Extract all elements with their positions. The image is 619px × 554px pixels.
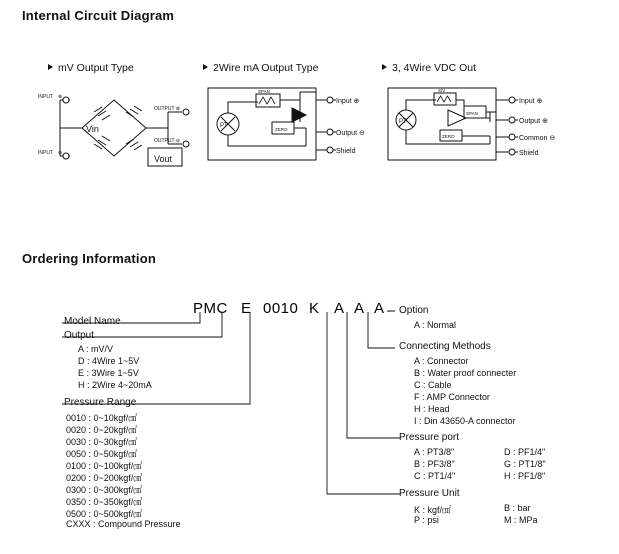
group-title-pressure-unit: Pressure Unit — [399, 488, 460, 499]
label-shield: Shield — [519, 150, 539, 157]
pressure-range-option-cxxx: CXXX : Compound Pressure — [66, 519, 181, 529]
label-output: Output ⊕ — [519, 118, 548, 125]
pressure-port-option-g: G : PT1/8" — [504, 459, 546, 469]
pressure-range-option-0010: 0010 : 0~10kgf/㎠ — [66, 413, 138, 423]
page-title-ordering-information: Ordering Information — [22, 251, 156, 266]
label-zero: ZERO — [275, 127, 288, 132]
connecting-option-f: F : AMP Connector — [414, 392, 490, 402]
connecting-option-h: H : Head — [414, 404, 450, 414]
code-pressure-port: A — [334, 300, 345, 317]
connecting-option-b: B : Water proof connecter — [414, 368, 517, 378]
pressure-range-option-0030: 0030 : 0~30kgf/㎠ — [66, 437, 138, 447]
pressure-unit-option-k: K : kgf/㎠ — [414, 505, 452, 515]
code-option: A — [374, 300, 385, 317]
pressure-port-option-c: C : PT1/4" — [414, 471, 456, 481]
code-pressure-unit: K — [309, 300, 320, 317]
label-vin: Vin — [86, 124, 99, 134]
label-pt: PT — [220, 123, 228, 129]
svg-text:⊖: ⊖ — [58, 150, 63, 156]
pressure-range-option-0100: 0100 : 0~100kgf/㎠ — [66, 461, 143, 471]
output-option-d: D : 4Wire 1~5V — [78, 356, 140, 366]
option-normal: A : Normal — [414, 320, 457, 330]
pressure-range-option-0200: 0200 : 0~200kgf/㎠ — [66, 473, 143, 483]
pressure-range-option-0020: 0020 : 0~20kgf/㎠ — [66, 425, 138, 435]
label-zero: ZERO — [442, 134, 455, 139]
group-title-option: Option — [399, 305, 429, 316]
pressure-unit-option-m: M : MPa — [504, 515, 538, 525]
label-input-plus: INPUT — [38, 94, 53, 100]
pressure-port-option-h: H : PF1/8" — [504, 471, 546, 481]
group-title-output: Output — [64, 330, 95, 341]
circuit-heading-label: mV Output Type — [58, 62, 134, 74]
code-pressure-range: 0010 — [263, 300, 299, 317]
label-input: Input ⊕ — [336, 98, 360, 105]
connecting-option-a: A : Connector — [414, 356, 469, 366]
output-option-h: H : 2Wire 4~20mA — [78, 380, 152, 390]
code-output: E — [241, 300, 252, 317]
label-output: Output ⊖ — [336, 130, 365, 137]
pressure-port-option-a: A : PT3/8" — [414, 447, 455, 457]
label-input-minus: INPUT — [38, 150, 53, 156]
circuit-heading-label: 3, 4Wire VDC Out — [392, 62, 477, 74]
label-span: SPAN — [466, 111, 478, 116]
label-span-top: S/V — [438, 88, 446, 93]
page-title-circuit-diagram: Internal Circuit Diagram — [22, 8, 175, 23]
pressure-port-option-b: B : PF3/8" — [414, 459, 455, 469]
code-connecting-method: A — [354, 300, 365, 317]
connecting-option-i: I : Din 43650-A connector — [414, 416, 516, 426]
circuit-heading-label: 2Wire mA Output Type — [213, 62, 319, 74]
code-model-name: PMC — [193, 300, 228, 317]
output-option-a: A : mV/V — [78, 344, 114, 354]
pressure-port-option-d: D : PF1/4" — [504, 447, 546, 457]
pressure-range-option-0300: 0300 : 0~300kgf/㎠ — [66, 485, 143, 495]
group-title-pressure-range: Pressure Range — [64, 397, 137, 408]
label-output-plus: OUTPUT ⊕ — [154, 106, 181, 112]
pressure-range-option-0500: 0500 : 0~500kgf/㎠ — [66, 509, 143, 519]
pressure-range-option-0050: 0050 : 0~50kgf/㎠ — [66, 449, 138, 459]
pressure-range-option-0350: 0350 : 0~350kgf/㎠ — [66, 497, 143, 507]
label-vout: Vout — [154, 154, 173, 164]
label-common: Common ⊖ — [519, 135, 556, 142]
group-title-pressure-port: Pressure port — [399, 432, 460, 443]
svg-text:⊕: ⊕ — [58, 94, 63, 100]
label-output-minus: OUTPUT ⊖ — [154, 138, 181, 144]
pressure-unit-option-p: P : psi — [414, 515, 439, 525]
label-pt: PT — [399, 119, 407, 125]
group-title-connecting-methods: Connecting Methods — [399, 341, 491, 352]
pressure-unit-option-b: B : bar — [504, 503, 531, 513]
label-shield: Shield — [336, 148, 356, 155]
connecting-option-c: C : Cable — [414, 380, 452, 390]
label-input: Input ⊕ — [519, 98, 543, 105]
group-title-model-name: Model Name — [64, 316, 121, 327]
output-option-e: E : 3Wire 1~5V — [78, 368, 139, 378]
label-span: SPAN — [258, 89, 270, 94]
